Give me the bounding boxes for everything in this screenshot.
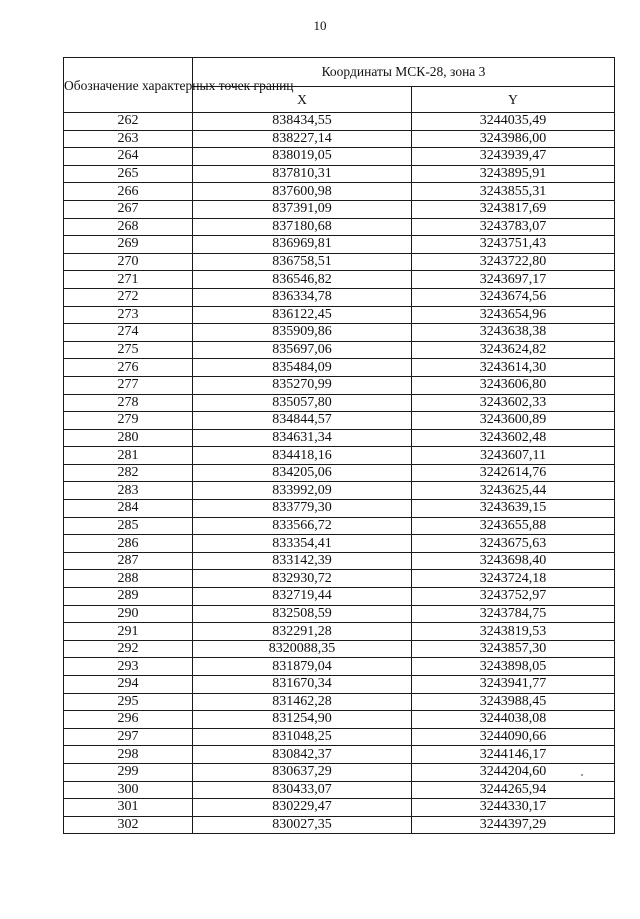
- y-coordinate-cell: 3244397,29: [412, 816, 615, 834]
- point-id-cell: 280: [64, 429, 193, 447]
- x-coordinate-cell: 838434,55: [193, 113, 412, 131]
- table-row: [64, 324, 615, 342]
- y-coordinate-cell: 3243697,17: [412, 271, 615, 289]
- table-row: [64, 517, 615, 535]
- x-coordinate-cell: 837600,98: [193, 183, 412, 201]
- x-coordinate-cell: 834418,16: [193, 447, 412, 465]
- point-id-cell: 286: [64, 535, 193, 553]
- table-row: [64, 623, 615, 641]
- point-id-cell: 275: [64, 341, 193, 359]
- point-id-cell: 293: [64, 658, 193, 676]
- x-coordinate-cell: 835057,80: [193, 394, 412, 412]
- y-coordinate-cell: 3243655,88: [412, 517, 615, 535]
- x-coordinate-cell: 831462,28: [193, 693, 412, 711]
- x-coordinate-cell: 836122,45: [193, 306, 412, 324]
- point-id-cell: 288: [64, 570, 193, 588]
- table-row: [64, 746, 615, 764]
- table-row: [64, 200, 615, 218]
- table-row: [64, 570, 615, 588]
- y-coordinate-cell: 3244204,60: [412, 763, 615, 781]
- x-coordinate-cell: 831254,90: [193, 711, 412, 729]
- y-coordinate-cell: 3243898,05: [412, 658, 615, 676]
- table-row: [64, 306, 615, 324]
- x-coordinate-cell: 835484,09: [193, 359, 412, 377]
- x-coordinate-cell: 832930,72: [193, 570, 412, 588]
- table-row: [64, 781, 615, 799]
- table-row: [64, 816, 615, 834]
- point-id-cell: 302: [64, 816, 193, 834]
- x-coordinate-cell: 833566,72: [193, 517, 412, 535]
- table-row: [64, 412, 615, 430]
- coordinates-table: [63, 57, 615, 834]
- point-id-cell: 285: [64, 517, 193, 535]
- x-coordinate-cell: 831048,25: [193, 728, 412, 746]
- header-row-top: [64, 58, 615, 87]
- x-coordinate-cell: 835697,06: [193, 341, 412, 359]
- x-coordinate-cell: 838227,14: [193, 130, 412, 148]
- table-row: [64, 500, 615, 518]
- x-coordinate-cell: 836546,82: [193, 271, 412, 289]
- point-id-cell: 287: [64, 552, 193, 570]
- y-coordinate-cell: 3244265,94: [412, 781, 615, 799]
- y-coordinate-cell: 3243639,15: [412, 500, 615, 518]
- point-id-cell: 273: [64, 306, 193, 324]
- table-row: [64, 693, 615, 711]
- y-coordinate-cell: 3243817,69: [412, 200, 615, 218]
- point-id-cell: 289: [64, 588, 193, 606]
- point-id-cell: 269: [64, 236, 193, 254]
- point-id-cell: 271: [64, 271, 193, 289]
- y-coordinate-cell: 3244035,49: [412, 113, 615, 131]
- table-row: [64, 253, 615, 271]
- x-coordinate-cell: 830433,07: [193, 781, 412, 799]
- y-coordinate-cell: 3243614,30: [412, 359, 615, 377]
- x-coordinate-cell: 837180,68: [193, 218, 412, 236]
- point-id-cell: 263: [64, 130, 193, 148]
- y-coordinate-cell: 3243602,48: [412, 429, 615, 447]
- point-id-cell: 284: [64, 500, 193, 518]
- table-row: [64, 464, 615, 482]
- x-coordinate-cell: 833992,09: [193, 482, 412, 500]
- x-coordinate-cell: 830637,29: [193, 763, 412, 781]
- point-id-cell: 299: [64, 763, 193, 781]
- page-number: 10: [313, 18, 327, 33]
- y-coordinate-cell: 3244038,08: [412, 711, 615, 729]
- y-coordinate-cell: 3244090,66: [412, 728, 615, 746]
- table-row: [64, 552, 615, 570]
- x-coordinate-cell: 836758,51: [193, 253, 412, 271]
- point-id-cell: 301: [64, 799, 193, 817]
- y-coordinate-cell: 3243986,00: [412, 130, 615, 148]
- x-coordinate-cell: 836334,78: [193, 288, 412, 306]
- y-coordinate-cell: 3243752,97: [412, 588, 615, 606]
- y-coordinate-cell: 3242614,76: [412, 464, 615, 482]
- y-coordinate-cell: 3243600,89: [412, 412, 615, 430]
- table-row: [64, 130, 615, 148]
- table-row: [64, 148, 615, 166]
- y-coordinate-cell: 3243988,45: [412, 693, 615, 711]
- point-id-cell: 270: [64, 253, 193, 271]
- x-coordinate-cell: 832508,59: [193, 605, 412, 623]
- point-id-cell: 283: [64, 482, 193, 500]
- table-row: [64, 113, 615, 131]
- point-id-cell: 294: [64, 676, 193, 694]
- coordinates-group-header: Координаты МСК-28, зона 3: [193, 58, 615, 87]
- x-coordinate-cell: 830229,47: [193, 799, 412, 817]
- x-coordinate-cell: 835909,86: [193, 324, 412, 342]
- x-coordinate-cell: 831670,34: [193, 676, 412, 694]
- point-id-cell: 295: [64, 693, 193, 711]
- point-id-cell: 277: [64, 376, 193, 394]
- y-coordinate-cell: 3243607,11: [412, 447, 615, 465]
- x-coordinate-cell: 830842,37: [193, 746, 412, 764]
- table-row: [64, 640, 615, 658]
- table-row: [64, 288, 615, 306]
- y-coordinate-cell: 3243606,80: [412, 376, 615, 394]
- y-coordinate-cell: 3244146,17: [412, 746, 615, 764]
- point-id-cell: 265: [64, 165, 193, 183]
- y-coordinate-cell: 3243722,80: [412, 253, 615, 271]
- table-row: [64, 271, 615, 289]
- table-row: [64, 763, 615, 781]
- x-coordinate-cell: 837391,09: [193, 200, 412, 218]
- x-column-header: X: [193, 86, 412, 112]
- x-coordinate-cell: 832291,28: [193, 623, 412, 641]
- x-coordinate-cell: 830027,35: [193, 816, 412, 834]
- table-row: [64, 658, 615, 676]
- table-row: [64, 605, 615, 623]
- table-row: [64, 799, 615, 817]
- y-coordinate-cell: 3243857,30: [412, 640, 615, 658]
- y-coordinate-cell: 3243654,96: [412, 306, 615, 324]
- y-coordinate-cell: 3243674,56: [412, 288, 615, 306]
- table-body: [64, 113, 615, 834]
- y-coordinate-cell: 3243783,07: [412, 218, 615, 236]
- table-row: [64, 165, 615, 183]
- table-row: [64, 236, 615, 254]
- y-coordinate-cell: 3243855,31: [412, 183, 615, 201]
- scan-speck: [581, 774, 583, 776]
- y-coordinate-cell: 3243939,47: [412, 148, 615, 166]
- table-row: [64, 482, 615, 500]
- y-coordinate-cell: 3243625,44: [412, 482, 615, 500]
- y-coordinate-cell: 3243624,82: [412, 341, 615, 359]
- y-coordinate-cell: 3244330,17: [412, 799, 615, 817]
- y-coordinate-cell: 3243602,33: [412, 394, 615, 412]
- point-id-header: Обозначение характерных точек границ: [64, 58, 193, 113]
- table-row: [64, 711, 615, 729]
- y-coordinate-cell: 3243819,53: [412, 623, 615, 641]
- point-id-cell: 282: [64, 464, 193, 482]
- point-id-cell: 276: [64, 359, 193, 377]
- table-header: [64, 58, 615, 113]
- point-id-cell: 297: [64, 728, 193, 746]
- point-id-cell: 292: [64, 640, 193, 658]
- table-row: [64, 218, 615, 236]
- point-id-cell: 274: [64, 324, 193, 342]
- x-coordinate-cell: 836969,81: [193, 236, 412, 254]
- x-coordinate-cell: 831879,04: [193, 658, 412, 676]
- y-column-header: Y: [412, 86, 615, 112]
- point-id-cell: 264: [64, 148, 193, 166]
- table-row: [64, 429, 615, 447]
- x-coordinate-cell: 832719,44: [193, 588, 412, 606]
- point-id-cell: 281: [64, 447, 193, 465]
- y-coordinate-cell: 3243724,18: [412, 570, 615, 588]
- x-coordinate-cell: 833779,30: [193, 500, 412, 518]
- table-row: [64, 341, 615, 359]
- y-coordinate-cell: 3243638,38: [412, 324, 615, 342]
- point-id-cell: 298: [64, 746, 193, 764]
- table-row: [64, 676, 615, 694]
- point-id-cell: 300: [64, 781, 193, 799]
- table-row: [64, 588, 615, 606]
- x-coordinate-cell: 834205,06: [193, 464, 412, 482]
- x-coordinate-cell: 834631,34: [193, 429, 412, 447]
- point-id-cell: 268: [64, 218, 193, 236]
- table-row: [64, 728, 615, 746]
- y-coordinate-cell: 3243895,91: [412, 165, 615, 183]
- x-coordinate-cell: 8320088,35: [193, 640, 412, 658]
- point-id-cell: 291: [64, 623, 193, 641]
- x-coordinate-cell: 837810,31: [193, 165, 412, 183]
- point-id-cell: 278: [64, 394, 193, 412]
- point-id-cell: 279: [64, 412, 193, 430]
- y-coordinate-cell: 3243784,75: [412, 605, 615, 623]
- x-coordinate-cell: 834844,57: [193, 412, 412, 430]
- x-coordinate-cell: 838019,05: [193, 148, 412, 166]
- table-row: [64, 394, 615, 412]
- x-coordinate-cell: 833142,39: [193, 552, 412, 570]
- point-id-cell: 272: [64, 288, 193, 306]
- x-coordinate-cell: 835270,99: [193, 376, 412, 394]
- y-coordinate-cell: 3243698,40: [412, 552, 615, 570]
- y-coordinate-cell: 3243941,77: [412, 676, 615, 694]
- point-id-cell: 296: [64, 711, 193, 729]
- point-id-cell: 290: [64, 605, 193, 623]
- y-coordinate-cell: 3243751,43: [412, 236, 615, 254]
- x-coordinate-cell: 833354,41: [193, 535, 412, 553]
- table-row: [64, 183, 615, 201]
- point-id-cell: 262: [64, 113, 193, 131]
- table-row: [64, 376, 615, 394]
- table-row: [64, 359, 615, 377]
- point-id-cell: 266: [64, 183, 193, 201]
- point-id-cell: 267: [64, 200, 193, 218]
- table-row: [64, 535, 615, 553]
- y-coordinate-cell: 3243675,63: [412, 535, 615, 553]
- table-row: [64, 447, 615, 465]
